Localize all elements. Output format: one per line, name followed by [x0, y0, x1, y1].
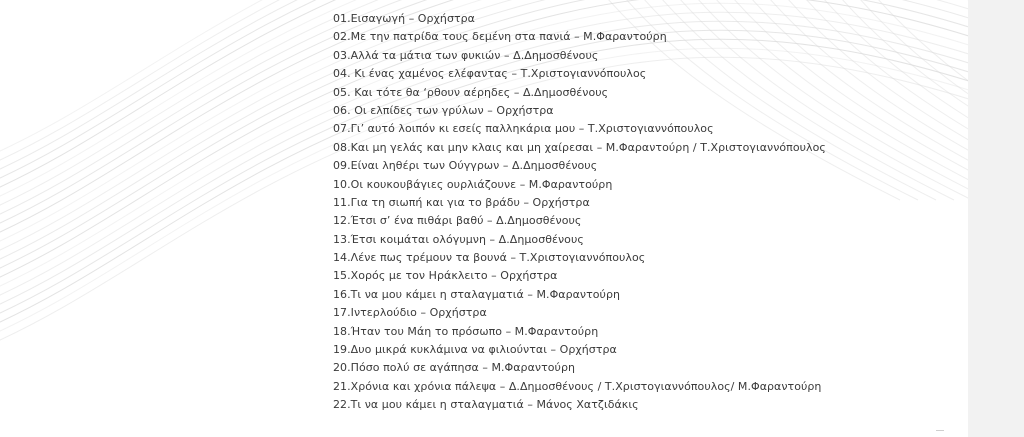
track-item: 05. Και τότε θα ‘ρθουν αέρηδες – Δ.Δημοσθένους [333, 85, 609, 99]
track-item: 09.Είναι ληθέρι των Ούγγρων – Δ.Δημοσθένους [333, 159, 598, 173]
track-item: 07.Γι’ αυτό λοιπόν κι εσείς παλληκάρια μου – Τ.Χριστογιαννόπουλος [333, 122, 714, 136]
track-item: 14.Λένε πως τρέμουν τα βουνά – Τ.Χριστογιαννόπουλος [333, 251, 646, 265]
track-item: 15.Χορός με τον Ηράκλειτο – Ορχήστρα [333, 269, 558, 283]
track-item: 19.Δυο μικρά κυκλάμινα να φιλιούνται – Ορχήστρα [333, 343, 617, 357]
track-item: 22.Τι να μου κάμει η σταλαγματιά – Μάνος Χατζιδάκις [333, 398, 639, 412]
track-item: 18.Ήταν του Μάη το πρόσωπο – Μ.Φαραντούρη [333, 324, 599, 338]
track-item: 10.Οι κουκουβάγιες ουρλιάζουνε – Μ.Φαραντούρη [333, 177, 613, 191]
track-item: 16.Τι να μου κάμει η σταλαγματιά – Μ.Φαραντούρη [333, 287, 621, 301]
track-item: 06. Οι ελπίδες των γρύλων – Ορχήστρα [333, 103, 554, 117]
track-item: 02.Με την πατρίδα τους δεμένη στα πανιά – Μ.Φαραντούρη [333, 30, 667, 44]
track-item: 04. Κι ένας χαμένος ελέφαντας – Τ.Χριστογιαννόπουλος [333, 67, 647, 81]
track-item: 17.Ιντερλούδιο – Ορχήστρα [333, 306, 487, 320]
right-side-panel [968, 0, 1024, 437]
track-item: 20.Πόσο πολύ σε αγάπησα – Μ.Φαραντούρη [333, 361, 575, 375]
track-list [333, 10, 826, 415]
track-item: 03.Αλλά τα μάτια των φυκιών – Δ.Δημοσθένους [333, 48, 599, 62]
track-item: 11.Για τη σιωπή και για το βράδυ – Ορχήστρα [333, 195, 590, 209]
track-item: 08.Και μη γελάς και μην κλαις και μη χαίρεσαι – Μ.Φαραντούρη / Τ.Χριστογιαννόπουλος [333, 140, 826, 154]
track-item: 12.Έτσι σ’ ένα πιθάρι βαθύ – Δ.Δημοσθένους [333, 214, 582, 228]
track-item: 01.Εισαγωγή – Ορχήστρα [333, 12, 475, 25]
track-item: 21.Χρόνια και χρόνια πάλεψα – Δ.Δημοσθένους / Τ.Χριστογιαννόπουλος/ Μ.Φαραντούρη [333, 379, 822, 393]
corner-mark [936, 430, 944, 435]
track-item: 13.Έτσι κοιμάται ολόγυμνη – Δ.Δημοσθένους [333, 232, 584, 246]
